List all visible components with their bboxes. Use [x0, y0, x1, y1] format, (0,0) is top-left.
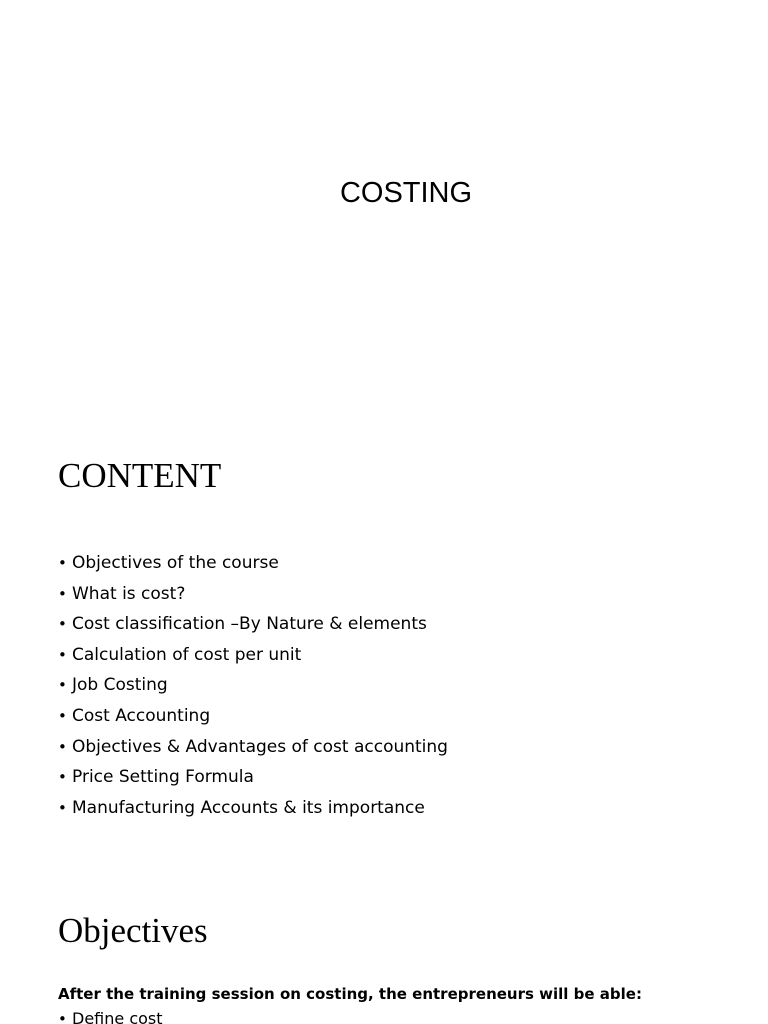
- list-item: [58, 640, 448, 671]
- list-item: [58, 609, 448, 640]
- content-list: [58, 548, 448, 823]
- list-item-text: Price Setting Formula: [72, 767, 254, 788]
- bullet-icon: •: [58, 584, 67, 603]
- bullet-icon: •: [58, 645, 67, 664]
- list-item: [58, 670, 448, 701]
- list-item: [58, 548, 448, 579]
- list-item-text: What is cost?: [72, 583, 186, 604]
- objectives-list: [58, 1007, 163, 1024]
- bullet-icon: •: [58, 798, 67, 817]
- bullet-icon: •: [58, 1010, 67, 1024]
- list-item-text: Define cost: [72, 1009, 163, 1024]
- bullet-icon: •: [58, 676, 67, 695]
- list-item: [58, 1007, 163, 1024]
- list-item-text: Manufacturing Accounts & its importance: [72, 797, 425, 818]
- list-item-text: Objectives & Advantages of cost accounting: [72, 736, 448, 757]
- objectives-intro: After the training session on costing, the entrepreneurs will be able:: [58, 985, 642, 1003]
- bullet-icon: •: [58, 768, 67, 787]
- content-heading: CONTENT: [58, 456, 222, 495]
- objectives-heading: Objectives: [58, 911, 208, 950]
- bullet-icon: •: [58, 706, 67, 725]
- list-item: [58, 762, 448, 793]
- list-item: [58, 732, 448, 763]
- list-item: [58, 579, 448, 610]
- list-item-text: Calculation of cost per unit: [72, 644, 302, 665]
- list-item-text: Objectives of the course: [72, 553, 279, 573]
- bullet-icon: •: [58, 554, 67, 572]
- list-item: [58, 701, 448, 732]
- list-item-text: Cost classification –By Nature & elements: [72, 614, 427, 635]
- bullet-icon: •: [58, 737, 67, 756]
- bullet-icon: •: [58, 615, 67, 634]
- slide-title: COSTING: [339, 177, 473, 209]
- list-item-text: Cost Accounting: [72, 705, 211, 726]
- list-item: [58, 793, 448, 824]
- list-item-text: Job Costing: [72, 675, 168, 696]
